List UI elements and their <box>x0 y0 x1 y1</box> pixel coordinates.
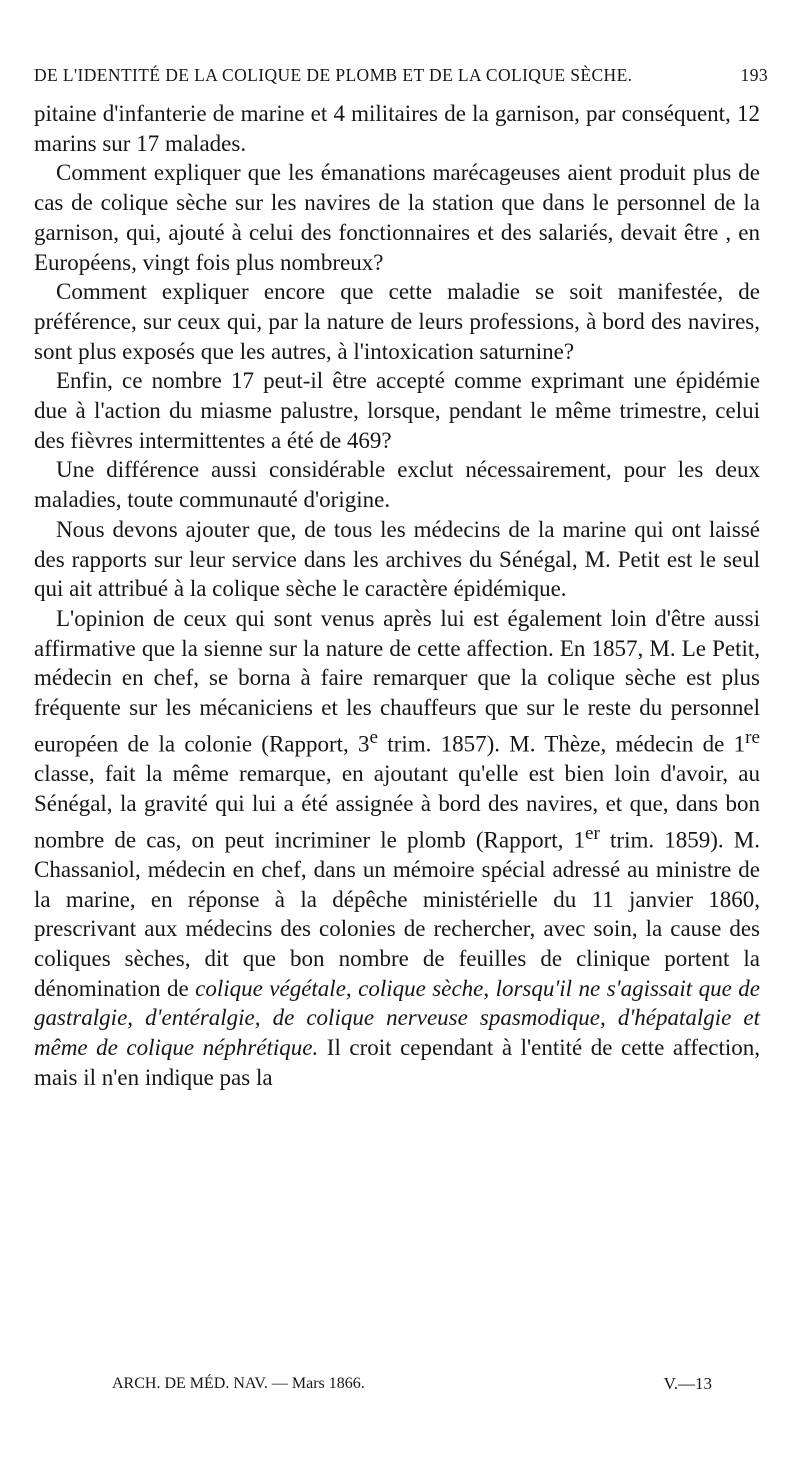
superscript: er <box>585 822 600 844</box>
text-run: trim. 1857). M. Thèze, médecin de 1 <box>378 731 746 757</box>
text-run: Il croit cependant à l'entité de cette affection, mais il n'en indique pas la <box>34 1035 760 1090</box>
paragraph: pitaine d'infanterie de marine et 4 militaires de la garnison, par conséquent, 12 marins sur 17 malades. <box>34 101 760 156</box>
text-run: L'opinion de ceux qui sont venus après lui est également loin d'être aussi affirmative que la sienne sur la nature de cette affection. En 1857, M. Le Petit, médecin en chef, se borna à faire remarquer que la colique sèche est plus fréquente sur les mécaniciens et les chauffeurs que sur le reste du personnel européen de la colonie (Rapport, 3 <box>34 605 760 757</box>
paragraph: Une différence aussi considérable exclut nécessairement, pour les deux maladies, toute communauté d'origine. <box>34 457 760 513</box>
text-run: classe, fait la même remarque, en ajoutant qu'elle est bien loin d'avoir, au Sénégal, la gravité qui lui a été assignée à bord des navires, et que, dans bon nombre de cas, on peut incriminer le plomb (Rapport, 1 <box>34 761 760 853</box>
running-head <box>34 60 768 90</box>
paragraph-last <box>34 604 760 1093</box>
superscript: re <box>745 726 760 748</box>
running-title: DE L'IDENTITÉ DE LA COLIQUE DE PLOMB ET DE LA COLIQUE SÈCHE. <box>34 64 633 85</box>
page-footer <box>112 1370 712 1398</box>
paragraph: Enfin, ce nombre 17 peut-il être accepté comme exprimant une épidémie due à l'action du miasme palustre, lorsque, pendant le même trimestre, celui des fièvres intermittentes a été de 469? <box>34 368 760 453</box>
paragraph: Comment expliquer encore que cette maladie se soit manifestée, de préférence, sur ceux qui, par la nature de leurs professions, à bord des navires, sont plus exposés que les autres, à l'intoxication saturnine? <box>34 279 760 364</box>
italic-terms: colique végétale, colique sèche, lorsqu'il ne s'agissait que de gastralgie, d'entéralgie, de colique nerveuse spasmodique, d'hépatalgie et même de colique néphrétique. <box>34 975 760 1061</box>
superscript: e <box>369 726 379 748</box>
journal-reference: ARCH. DE MÉD. NAV. — Mars 1866. <box>112 1375 365 1392</box>
page-number: 193 <box>740 64 768 85</box>
paragraph: Comment expliquer que les émanations marécageuses aient produit plus de cas de colique sèche sur les navires de la station que dans le personnel de la garnison, qui, ajouté à celui des fonctionnaires et des salariés, devait être , en Européens, vingt fois plus nombreux? <box>34 160 760 275</box>
text-run: trim. 1859). M. Chassaniol, médecin en chef, dans un mémoire spécial adressé au ministre de la marine, en réponse à la dépêche ministérielle du 11 janvier 1860, prescrivant aux médecins des colonies de rechercher, avec soin, la cause des coliques sèches, dit que bon nombre de feuilles de clinique portent la dénomination de <box>34 827 760 1001</box>
paragraph: Nous devons ajouter que, de tous les médecins de la marine qui ont laissé des rapports sur leur service dans les archives du Sénégal, M. Petit est le seul qui ait attribué à la colique sèche le caractère épidémique. <box>34 516 760 602</box>
body-text <box>34 99 760 1093</box>
signature-mark: V.—13 <box>663 1374 712 1393</box>
